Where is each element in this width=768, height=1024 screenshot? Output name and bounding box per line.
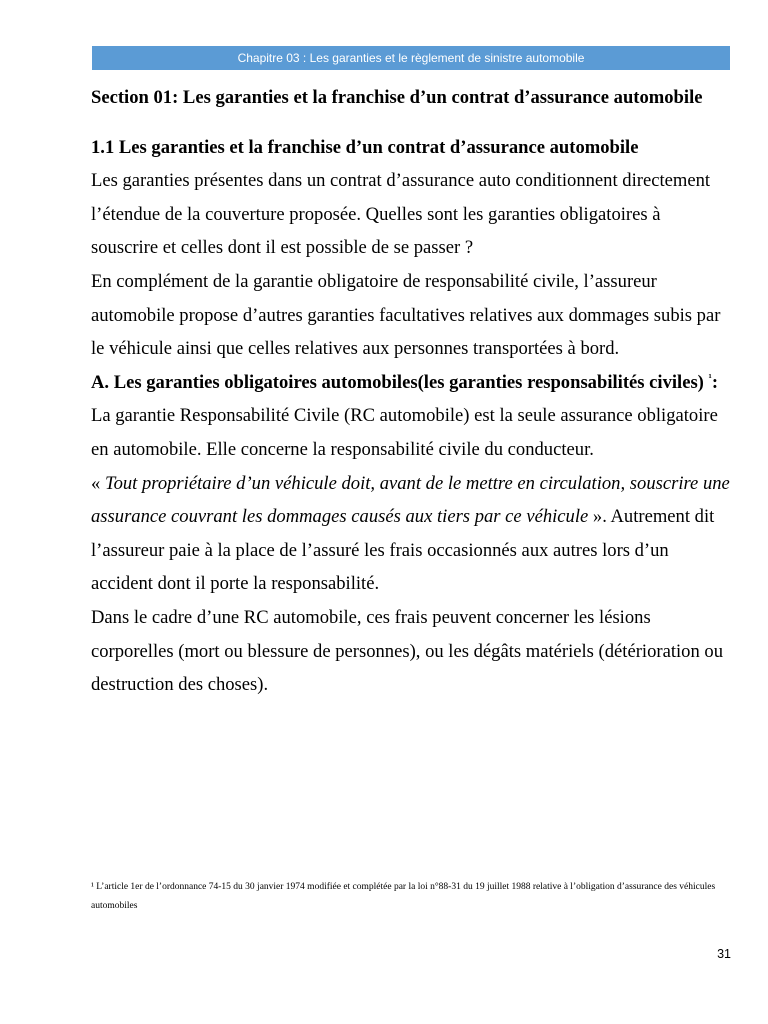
footnote-text: L’article 1er de l’ordonnance 74-15 du 30 janvier 1974 modifiée et complétée par la loi n°88-31 du 19 juillet 1988 relative à l’obligation d’assurance des véhicules automobiles xyxy=(91,882,716,911)
footnote-reference: ¹ xyxy=(708,371,712,384)
quote-rest: ». Autrement dit l’assureur paie à la place de l’assuré les frais occasionnés aux autres lors d’un accident dont il porte la responsabilité. xyxy=(91,506,715,595)
chapter-header-banner: Chapitre 03 : Les garanties et le règlement de sinistre automobile xyxy=(92,46,730,70)
page-body xyxy=(91,81,731,702)
paragraph-quote xyxy=(91,467,731,601)
quote-text: Tout propriétaire d’un véhicule doit, avant de le mettre en circulation, souscrire une assurance couvrant les dommages causés aux tiers par ce véhicule xyxy=(91,472,730,528)
paragraph-rc-costs: Dans le cadre d’une RC automobile, ces frais peuvent concerner les lésions corporelles (mort ou blessure de personnes), ou les dégâts matériels (détérioration ou destruction des choses). xyxy=(91,606,723,696)
heading-a-colon: : xyxy=(711,371,719,393)
paragraph-complement: En complément de la garantie obligatoire de responsabilité civile, l’assureur automobile propose d’autres garanties facultatives relatives aux dommages subis par le véhicule ainsi que celles relatives aux personnes transportées à bord. xyxy=(91,270,721,360)
paragraph-rc: La garantie Responsabilité Civile (RC automobile) est la seule assurance obligatoire en automobile. Elle concerne la responsabilité civile du conducteur. xyxy=(91,405,718,460)
paragraph-intro: Les garanties présentes dans un contrat d’assurance auto conditionnent directement l’étendue de la couverture proposée. Quelles sont les garanties obligatoires à souscrire et celles dont il est possible de se passer ? xyxy=(91,170,711,259)
subsection-title: 1.1 Les garanties et la franchise d’un contrat d’assurance automobile xyxy=(91,136,639,158)
footnote xyxy=(91,878,731,916)
heading-mandatory-guarantees xyxy=(91,366,731,400)
quote-open: « xyxy=(91,472,105,494)
section-title: Section 01: Les garanties et la franchise d’un contrat d’assurance automobile xyxy=(91,87,703,108)
footnote-marker: ¹ xyxy=(91,882,94,892)
heading-a-text: A. Les garanties obligatoires automobiles(les garanties responsabilités civiles) xyxy=(91,371,709,393)
page-number: 31 xyxy=(717,947,731,961)
